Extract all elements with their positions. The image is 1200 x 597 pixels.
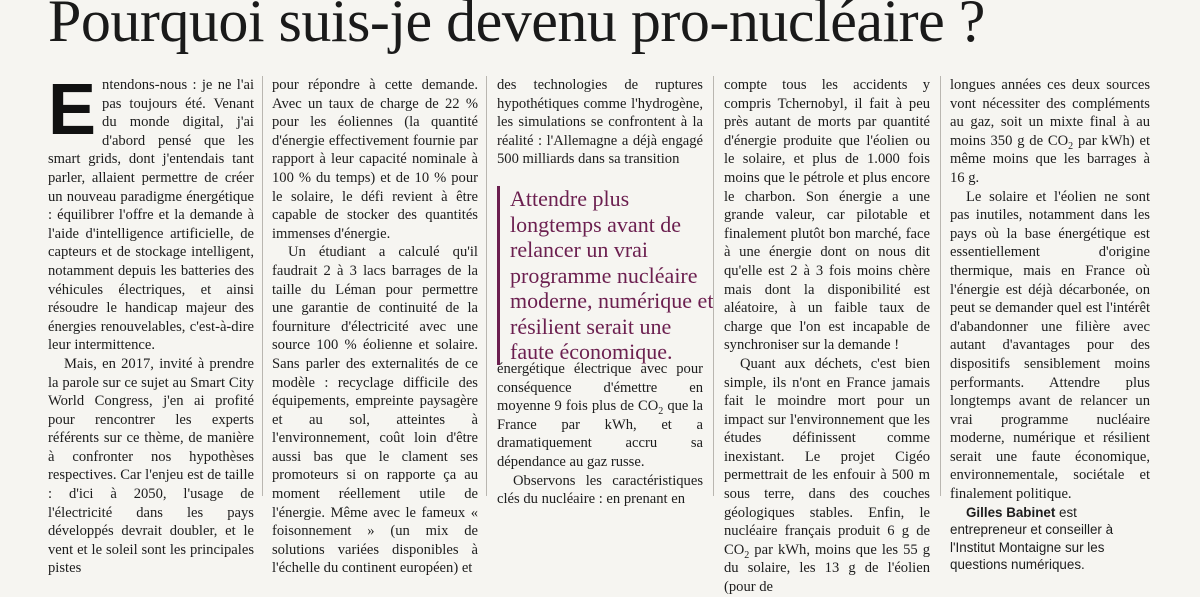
text-segment: Quant aux déchets, c'est bien simple, ils n'ont en France jamais fait le moindre mort pour un impact sur l'environnement que les études définissent comme inexistant. Le projet Cigéo permettrait de les enfouir à 500 m sous terre, dans des couches géologiques stables. Enfin, le nucléaire français produit 6 g de CO (724, 355, 930, 558)
text-segment: que la France par kWh, et a dramatiquement accru sa dépendance au gaz russe. (497, 398, 703, 470)
article-column-3-lower (497, 360, 703, 509)
text-segment: par kWh) et même moins que les barrages à 16 g. (950, 132, 1151, 186)
column-divider (940, 76, 941, 496)
paragraph-intro (48, 70, 254, 355)
article-column-1 (48, 70, 254, 578)
column-divider (713, 76, 714, 496)
paragraph (950, 76, 1150, 188)
paragraph: des technologies de ruptures hypothétiques comme l'hydrogène, les simulations se confrontent à la réalité : l'Allemagne a déjà engagé 500 milliards dans sa transition (497, 77, 703, 168)
text-segment: longues années ces deux sources vont nécessiter des compléments au gaz, soit un mixte final à au moins 350 g de CO (950, 77, 1150, 149)
pull-quote: Attendre plus longtemps avant de relancer un vrai programme nucléaire moderne, numérique et résilient serait une faute économique. (497, 186, 720, 365)
text-segment: par kWh, moins que les 55 g du solaire, les 13 g de l'éolien (pour de (724, 541, 930, 596)
headline: Pourquoi suis-je devenu pro-nucléaire ? (48, 0, 985, 54)
article-column-4 (724, 76, 930, 597)
paragraph: Le solaire et l'éolien ne sont pas inutiles, notamment dans les pays où la base énergétique est essentiellement d'origine thermique, mais en France où l'énergie est déjà décarbonée, on peut se demander quel est l'intérêt d'abandonner une filière avec autant d'avantages pour des dispositifs sensiblement moins performants. Attendre plus longtemps avant de relancer un vrai programme nucléaire moderne, numérique et résilient serait une faute économique, environnementale, sociétale et finalement politique. (950, 188, 1150, 503)
paragraph-intro-text: ntendons-nous : je ne l'ai pas toujours été. Venant du monde digital, j'ai d'abord pensé que les smart grids, dont j'entendais tant parler, allaient permettre de créer un nouveau paradigme énergétique : équilibrer l'offre et la demande à l'aide d'intelligence artificielle, de capteurs et de stockage intelligent, notamment depuis les batteries des véhicules électriques, et ainsi résoudre le handicap majeur des énergies renouvelables, c'est-à-dire leur intermittence. (48, 77, 254, 354)
paragraph (497, 360, 703, 472)
dropcap: E (48, 70, 97, 150)
paragraph: Mais, en 2017, invité à prendre la parole sur ce sujet au Smart City World Congress, j'en ai profité pour rencontrer les experts référents sur ce thème, de manière à confronter nos hypothèses respectives. Car l'enjeu est de taille : d'ici à 2050, l'usage de l'électricité dans les pays développés devrait doubler, et le vent et le soleil sont les principales pistes (48, 355, 254, 577)
subscript: 2 (744, 549, 750, 561)
column-divider (262, 76, 263, 496)
paragraph: pour répondre à cette demande. Avec un taux de charge de 22 % pour les éoliennes (la quantité d'énergie effectivement fournie par rapport à leur capacité nominale à 100 % du temps) et de 10 % pour le solaire, le défi revient à être capable de stocker des quantités immenses d'énergie. (272, 77, 478, 242)
author-bio: est entrepreneur et conseiller à l'Institut Montaigne sur les questions numériques. (950, 504, 1114, 573)
text-segment: énergétique électrique avec pour conséquence d'émettre en moyenne 9 fois plus de CO (497, 361, 703, 415)
paragraph: Observons les caractéristiques clés du nucléaire : en prenant en (497, 472, 703, 508)
article-column-2 (272, 76, 478, 578)
paragraph: compte tous les accidents y compris Tchernobyl, il fait à peu près autant de morts par quantité d'énergie produite que l'éolien ou le solaire, et plus de 1.000 fois moins que le pétrole et plus encore le charbon. Son énergie a une grande valeur, car pilotable et finalement plutôt bon marché, face à une énergie dont on nous dit qu'elle est 2 à 3 fois moins chère mais dont la disponibilité est aléatoire, à un faible taux de charge que l'on est incapable de synchroniser sur la demande ! (724, 77, 930, 354)
subscript: 2 (1068, 140, 1074, 152)
subscript: 2 (658, 406, 664, 418)
paragraph: Un étudiant a calculé qu'il faudrait 2 à 3 lacs barrages de la taille du Léman pour permettre une garantie de continuité de la fourniture d'électricité avec une source 100 % éolienne et solaire. Sans parler des externalités de ce modèle : recyclage difficile des équipements, empreinte paysagère et au sol, atteintes à l'environnement, coût loin d'être aussi bas que le clament ses promoteurs si on rapporte ça au moment réellement utile de l'énergie. Même avec le fameux « foisonnement » (un mix de solutions variées disponibles à l'échelle du continent européen) et (272, 244, 478, 577)
paragraph (724, 355, 930, 597)
article-column-5 (950, 76, 1150, 574)
author-signature (950, 504, 1150, 574)
column-divider (486, 76, 487, 496)
article-column-3 (497, 76, 703, 169)
author-name: Gilles Babinet (966, 504, 1056, 520)
